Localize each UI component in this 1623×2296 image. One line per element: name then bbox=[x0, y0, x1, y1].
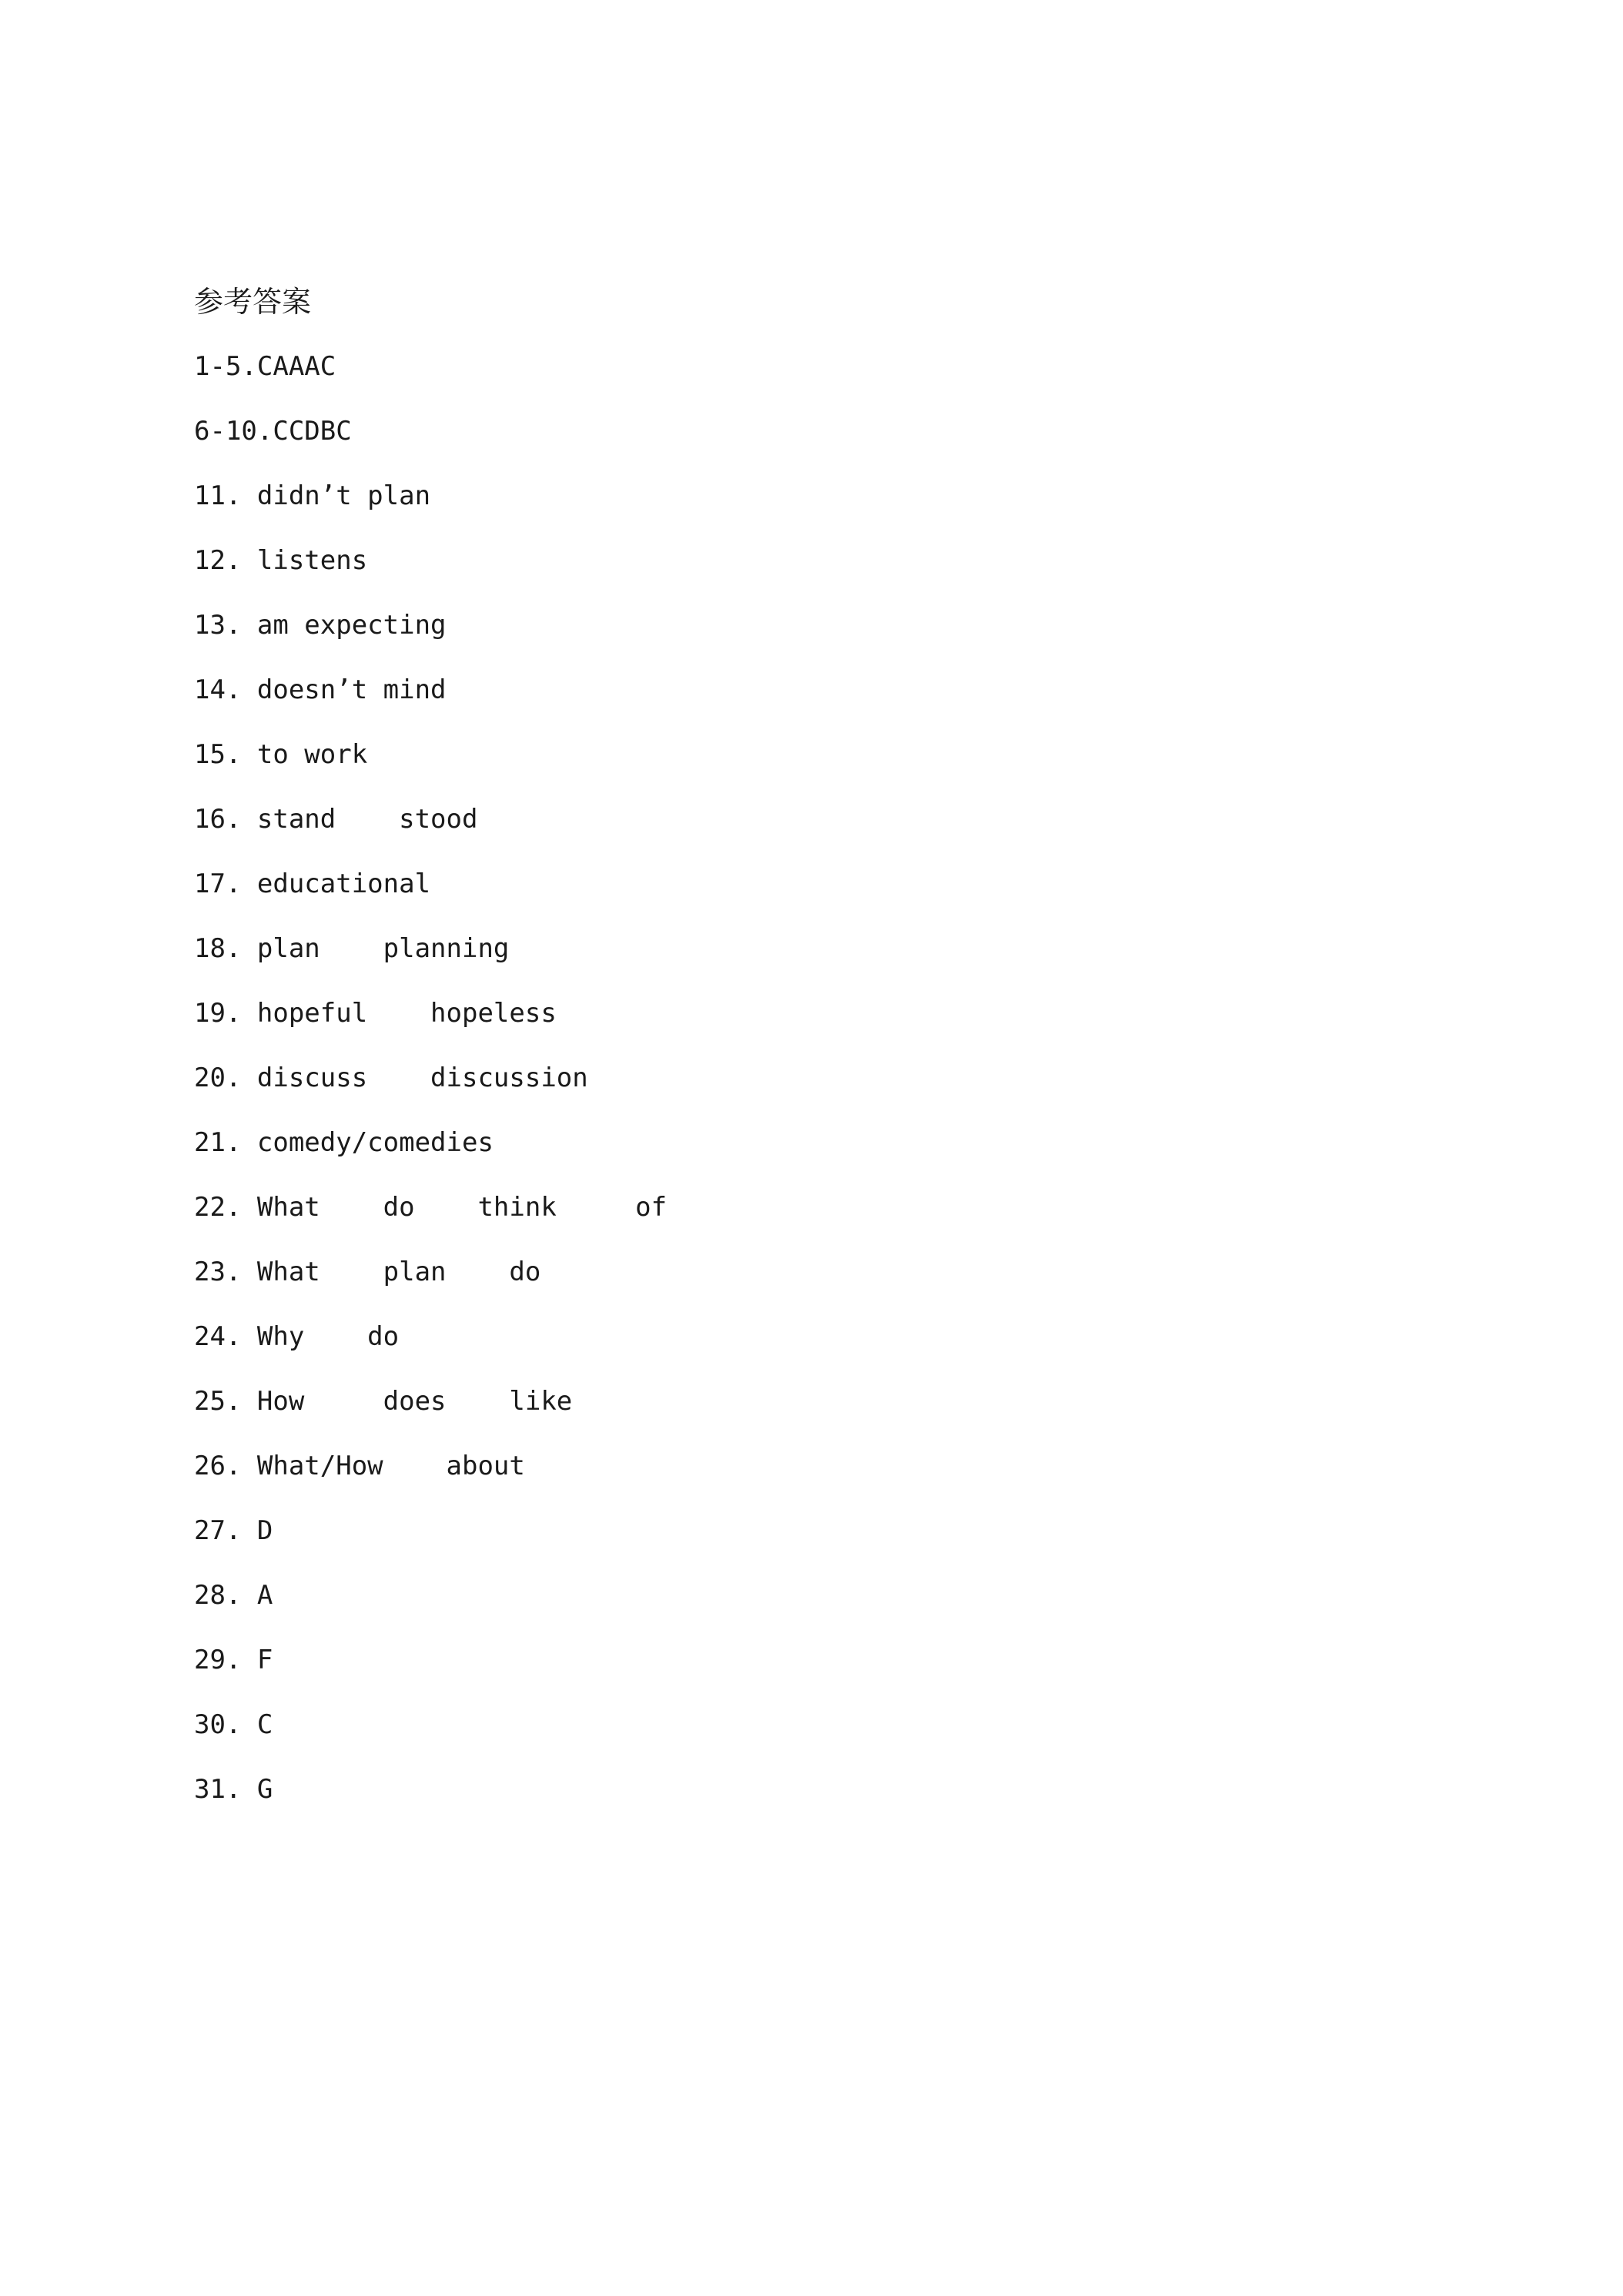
answer-line-6: 14. doesn’t mind bbox=[194, 674, 447, 705]
answer-line-12: 20. discuss discussion bbox=[194, 1063, 588, 1093]
answer-line-21: 29. F bbox=[194, 1645, 273, 1675]
answer-line-3: 11. didn’t plan bbox=[194, 480, 431, 511]
answer-line-18: 26. What/How about bbox=[194, 1451, 525, 1481]
answer-line-5: 13. am expecting bbox=[194, 610, 447, 641]
answer-line-17: 25. How does like bbox=[194, 1386, 573, 1417]
answer-line-19: 27. D bbox=[194, 1515, 273, 1546]
answer-key bbox=[194, 269, 1426, 1822]
answer-line-20: 28. A bbox=[194, 1580, 273, 1611]
answer-line-4: 12. listens bbox=[194, 545, 368, 576]
answer-line-22: 30. C bbox=[194, 1709, 273, 1740]
answer-line-15: 23. What plan do bbox=[194, 1257, 541, 1287]
answer-line-2: 6-10.CCDBC bbox=[194, 416, 352, 447]
answer-line-11: 19. hopeful hopeless bbox=[194, 998, 557, 1029]
answer-line-14: 22. What do think of bbox=[194, 1192, 668, 1223]
answer-line-16: 24. Why do bbox=[194, 1321, 400, 1352]
answer-line-9: 17. educational bbox=[194, 869, 431, 899]
page-title: 参考答案 bbox=[194, 285, 312, 319]
answer-line-10: 18. plan planning bbox=[194, 933, 510, 964]
answer-line-13: 21. comedy/comedies bbox=[194, 1127, 494, 1158]
answer-line-1: 1-5.CAAAC bbox=[194, 351, 336, 382]
answer-line-8: 16. stand stood bbox=[194, 804, 478, 835]
answer-line-23: 31. G bbox=[194, 1774, 273, 1805]
answer-line-7: 15. to work bbox=[194, 739, 368, 770]
